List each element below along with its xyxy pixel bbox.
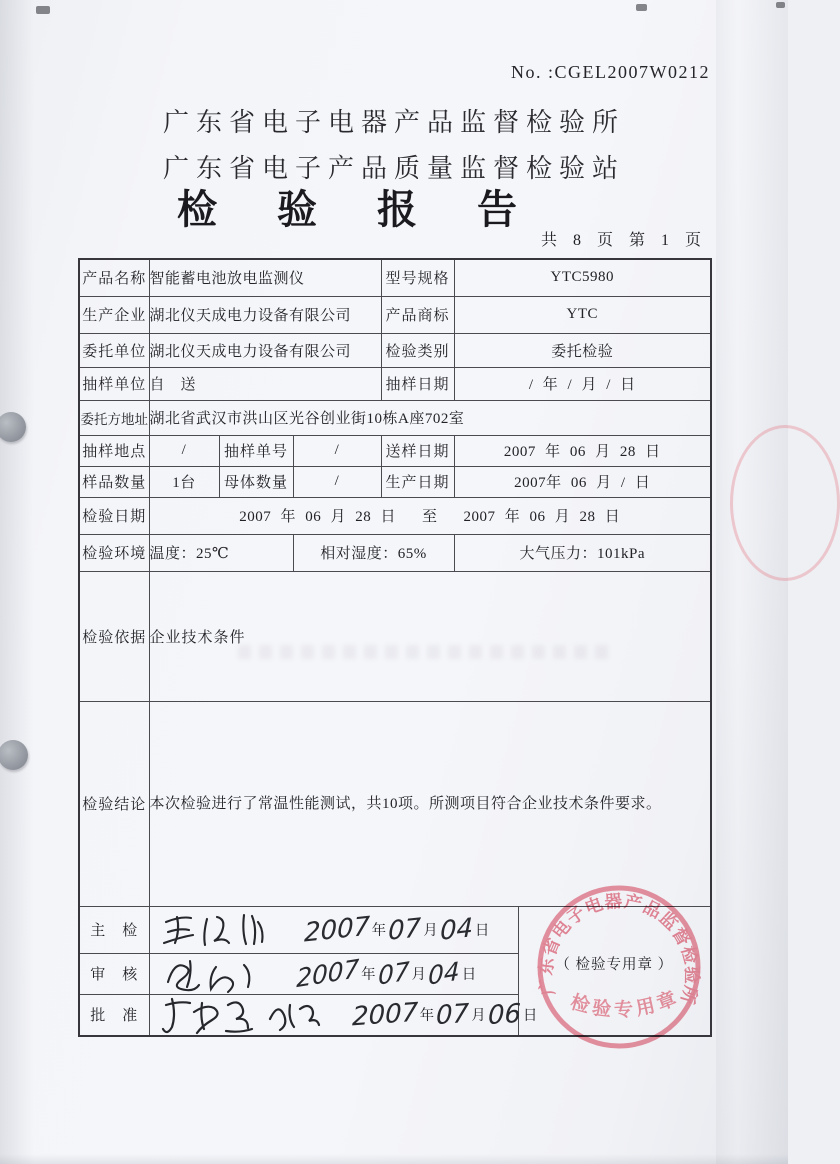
table-row [79,400,711,435]
handwritten-signature [160,910,278,950]
sampling-date-value: / 年 / 月 / 日 [454,367,711,400]
table-row [79,571,711,701]
humidity-value: 相对湿度：65% [293,534,454,571]
date-to-label: 至 [422,509,438,525]
sample-qty-value: 1台 [149,466,219,497]
field-label: 检验日期 [79,497,149,534]
scan-artifact [636,4,647,11]
org-name-line1: 广东省电子电器产品监督检验所 [162,108,625,137]
table-row [79,534,711,571]
field-label: 母体数量 [219,466,293,497]
signature-row-chief [79,906,711,953]
table-row [79,333,711,367]
manufacturer-value: 湖北仪天成电力设备有限公司 [149,296,381,333]
model-spec-value: YTC5980 [454,259,711,296]
seal-note: （ 检验专用章 ） [555,957,674,974]
field-label: 检验类别 [381,333,454,367]
scan-artifact [776,2,785,8]
field-label: 样品数量 [79,466,149,497]
report-number: No. :CGEL2007W0212 [511,62,710,82]
field-label: 检验结论 [79,701,149,906]
inspection-date-from: 2007 年 06 月 28 日 [239,509,396,525]
sampling-place-value: / [149,435,219,466]
field-label: 抽样单号 [219,435,293,466]
month-label: 月 [471,1008,486,1025]
approver-signature-cell [149,994,538,1036]
scan-artifact [36,6,50,14]
inspection-date-value [149,497,711,534]
pressure-value: 大气压力：101kPa [454,534,711,571]
handwritten-month: 07 [387,912,422,947]
production-date-value: 2007年 06 月 / 日 [454,466,711,497]
handwritten-day: 06 [487,998,522,1031]
handwritten-month: 07 [377,956,410,991]
inspection-conclusion-value: 本次检验进行了常温性能测试，共10项。所测项目符合企业技术条件要求。 [149,701,711,906]
field-label: 抽样单位 [79,367,149,400]
table-row [79,259,711,296]
month-label: 月 [411,967,426,983]
handwritten-year: 2007 [295,953,359,994]
reviewer-signature-cell [149,953,518,994]
page-count: 共 8 页 第 1 页 [540,232,704,249]
table-row [79,435,711,466]
page-title: 检验报告 [177,187,577,232]
table-row [79,296,711,333]
field-label: 抽样日期 [381,367,454,400]
client-address-value: 湖北省武汉市洪山区光谷创业街10栋A座702室 [149,400,711,435]
handwritten-signature [160,995,346,1035]
handwritten-year: 2007 [351,997,418,1033]
table-row [79,701,711,906]
field-label: 生产日期 [381,466,454,497]
handwritten-signature [160,955,270,993]
chief-signature-cell [149,906,518,953]
field-label: 委托方地址 [79,400,149,435]
inspection-date-to: 2007 年 06 月 28 日 [463,509,621,525]
seal-inner-text: 检验专用章 [567,987,684,1022]
seal-ring-text: 广东省电子电器产品监督检验所 [535,890,703,1008]
field-label: 送样日期 [381,435,454,466]
faint-partial-stamp [730,425,840,581]
handwritten-day: 04 [439,912,474,947]
sampling-sheet-value: / [293,435,381,466]
table-row [79,367,711,400]
product-name-value: 智能蓄电池放电监测仪 [149,259,381,296]
year-label: 年 [361,967,376,983]
year-label: 年 [419,1008,435,1025]
inspection-basis-value: 企业技术条件 [149,571,711,701]
day-label: 日 [461,967,477,983]
field-label: 检验依据 [79,571,149,701]
temperature-value: 温度：25℃ [149,534,293,571]
field-label: 抽样地点 [79,435,149,466]
client-value: 湖北仪天成电力设备有限公司 [149,333,381,367]
inspection-type-value: 委托检验 [454,333,711,367]
month-label: 月 [423,923,438,939]
day-label: 日 [474,923,490,939]
handwritten-day: 04 [427,956,460,991]
field-label: 审 核 [79,953,149,994]
page-bottom-shadow [0,1154,788,1164]
delivery-date-value: 2007 年 06 月 28 日 [454,435,711,466]
trademark-value: YTC [454,296,711,333]
seal-cell [518,906,711,1036]
org-name-line2: 广东省电子产品质量监督检验站 [162,154,625,183]
field-label: 生产企业 [79,296,149,333]
field-label: 产品商标 [381,296,454,333]
field-label: 产品名称 [79,259,149,296]
day-label: 日 [522,1008,538,1025]
handwritten-month: 07 [435,998,470,1031]
table-row [79,497,711,534]
field-label: 批 准 [79,994,149,1036]
field-label: 委托单位 [79,333,149,367]
year-label: 年 [371,923,387,939]
handwritten-year: 2007 [303,910,370,949]
field-label: 检验环境 [79,534,149,571]
table-row [79,466,711,497]
parent-qty-value: / [293,466,381,497]
field-label: 主 检 [79,906,149,953]
sampling-unit-value: 自 送 [149,367,381,400]
inspection-report-table [78,258,712,1037]
field-label: 型号规格 [381,259,454,296]
